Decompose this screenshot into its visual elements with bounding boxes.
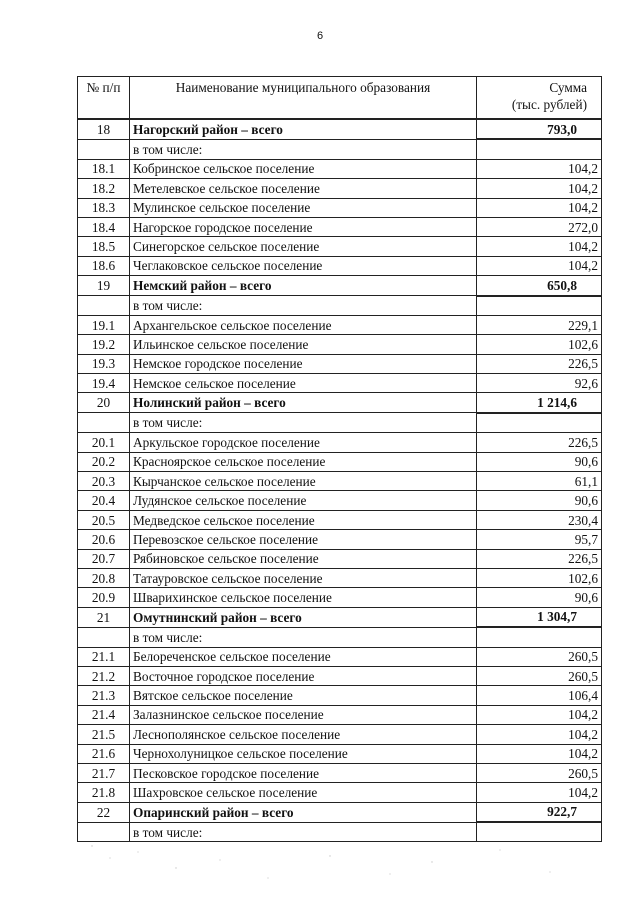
cell-name: Лудянское сельское поселение [130,491,477,510]
cell-num: 20.8 [78,568,130,587]
table-row [78,472,602,491]
cell-sum: 90,6 [477,452,602,471]
table-row-note [78,413,602,433]
table-row-note [78,139,602,159]
table-row-district-total [78,802,602,822]
header-name: Наименование муниципального образования [130,77,477,120]
cell-name: Залазнинское сельское поселение [130,705,477,724]
table-row [78,549,602,568]
cell-name: Шварихинское сельское поселение [130,588,477,607]
header-sum [477,77,602,120]
cell-sum: 104,2 [477,725,602,744]
cell-sum: 226,5 [477,549,602,568]
cell-name: Чеглаковское сельское поселение [130,256,477,275]
cell-sum: 229,1 [477,315,602,334]
cell-num: 21.6 [78,744,130,763]
table-row [78,686,602,705]
table-row [78,763,602,782]
cell-sum: 260,5 [477,666,602,685]
cell-name: в том числе: [130,296,477,316]
budget-table [77,76,602,842]
cell-num: 18 [78,119,130,139]
table-row [78,530,602,549]
table-row [78,452,602,471]
cell-num: 19 [78,276,130,296]
cell-num: 21 [78,607,130,627]
cell-name: Аркульское городское поселение [130,433,477,452]
table-row [78,510,602,529]
cell-sum: 104,2 [477,198,602,217]
cell-num: 22 [78,802,130,822]
header-sum-line1: Сумма [549,80,587,95]
cell-name: Немское городское поселение [130,354,477,373]
cell-num: 18.6 [78,256,130,275]
cell-num: 18.1 [78,159,130,178]
cell-num: 18.3 [78,198,130,217]
cell-name: Нолинский район – всего [130,393,477,413]
cell-num: 20.4 [78,491,130,510]
table-row-note [78,627,602,647]
cell-sum: 226,5 [477,433,602,452]
table-row [78,198,602,217]
cell-sum: 102,6 [477,335,602,354]
cell-num [78,139,130,159]
header-num: № п/п [78,77,130,120]
cell-sum: 226,5 [477,354,602,373]
table-row [78,588,602,607]
header-sum-line2: (тыс. рублей) [511,97,587,112]
table-body [78,119,602,842]
cell-sum: 230,4 [477,510,602,529]
cell-sum: 106,4 [477,686,602,705]
cell-num: 20.2 [78,452,130,471]
table-row [78,374,602,393]
cell-name: Опаринский район – всего [130,802,477,822]
cell-name: в том числе: [130,822,477,842]
table-row [78,335,602,354]
cell-num: 21.8 [78,783,130,802]
cell-sum [477,296,602,316]
cell-num [78,296,130,316]
cell-num: 21.2 [78,666,130,685]
cell-sum: 104,2 [477,179,602,198]
cell-num: 19.4 [78,374,130,393]
cell-num: 19.3 [78,354,130,373]
table-row-district-total [78,393,602,413]
cell-name: Восточное городское поселение [130,666,477,685]
cell-sum: 104,2 [477,744,602,763]
table-row [78,433,602,452]
cell-num [78,627,130,647]
cell-name: Немский район – всего [130,276,477,296]
cell-sum: 102,6 [477,568,602,587]
cell-num: 21.4 [78,705,130,724]
cell-sum: 90,6 [477,491,602,510]
cell-sum: 104,2 [477,159,602,178]
table-row [78,159,602,178]
cell-num: 20.9 [78,588,130,607]
table-row [78,217,602,236]
cell-sum [477,139,602,159]
cell-sum: 272,0 [477,217,602,236]
table-row [78,783,602,802]
cell-num: 20.6 [78,530,130,549]
cell-sum: 922,7 [477,802,602,822]
cell-name: Метелевское сельское поселение [130,179,477,198]
table-row [78,354,602,373]
cell-sum: 260,5 [477,763,602,782]
cell-sum: 95,7 [477,530,602,549]
cell-name: Чернохолуницкое сельское поселение [130,744,477,763]
cell-name: Шахровское сельское поселение [130,783,477,802]
page-number: 6 [316,30,324,42]
cell-name: Красноярское сельское поселение [130,452,477,471]
cell-sum: 104,2 [477,256,602,275]
cell-name: Архангельское сельское поселение [130,315,477,334]
cell-num: 20.5 [78,510,130,529]
cell-name: Кобринское сельское поселение [130,159,477,178]
cell-num: 20.3 [78,472,130,491]
cell-num: 19.1 [78,315,130,334]
cell-sum: 1 214,6 [477,393,602,413]
cell-num: 21.3 [78,686,130,705]
cell-sum [477,627,602,647]
cell-num: 20.1 [78,433,130,452]
cell-num: 20 [78,393,130,413]
cell-name: Мулинское сельское поселение [130,198,477,217]
table-row [78,237,602,256]
cell-sum: 104,2 [477,237,602,256]
cell-sum: 61,1 [477,472,602,491]
table-row [78,666,602,685]
table-row [78,647,602,666]
table-row [78,744,602,763]
table-row [78,568,602,587]
cell-num: 18.2 [78,179,130,198]
cell-name: Песковское городское поселение [130,763,477,782]
table-row [78,725,602,744]
cell-sum: 1 304,7 [477,607,602,627]
cell-num: 18.5 [78,237,130,256]
cell-name: Омутнинский район – всего [130,607,477,627]
scan-noise-specks [80,838,600,898]
cell-num: 20.7 [78,549,130,568]
cell-sum: 104,2 [477,705,602,724]
cell-name: Кырчанское сельское поселение [130,472,477,491]
table-row [78,179,602,198]
cell-name: в том числе: [130,627,477,647]
cell-sum: 650,8 [477,276,602,296]
table-row-district-total [78,119,602,139]
cell-name: Татауровское сельское поселение [130,568,477,587]
cell-sum: 260,5 [477,647,602,666]
cell-num [78,413,130,433]
cell-num: 21.5 [78,725,130,744]
cell-name: Ильинское сельское поселение [130,335,477,354]
cell-sum: 793,0 [477,119,602,139]
cell-sum: 90,6 [477,588,602,607]
cell-name: Перевозское сельское поселение [130,530,477,549]
cell-name: Леснополянское сельское поселение [130,725,477,744]
cell-name: Медведское сельское поселение [130,510,477,529]
cell-sum: 104,2 [477,783,602,802]
table-row-district-total [78,276,602,296]
table-row [78,256,602,275]
cell-name: Рябиновское сельское поселение [130,549,477,568]
cell-name: Белореченское сельское поселение [130,647,477,666]
cell-name: Немское сельское поселение [130,374,477,393]
cell-sum [477,413,602,433]
cell-num: 19.2 [78,335,130,354]
table-row-district-total [78,607,602,627]
cell-name: Вятское сельское поселение [130,686,477,705]
cell-num: 18.4 [78,217,130,236]
cell-num: 21.1 [78,647,130,666]
table-row-note [78,296,602,316]
table-header-row [78,77,602,120]
table-row [78,315,602,334]
cell-name: Синегорское сельское поселение [130,237,477,256]
table-row [78,705,602,724]
cell-name: в том числе: [130,139,477,159]
cell-name: Нагорское городское поселение [130,217,477,236]
cell-sum: 92,6 [477,374,602,393]
cell-num: 21.7 [78,763,130,782]
cell-name: в том числе: [130,413,477,433]
table-row [78,491,602,510]
cell-name: Нагорский район – всего [130,119,477,139]
